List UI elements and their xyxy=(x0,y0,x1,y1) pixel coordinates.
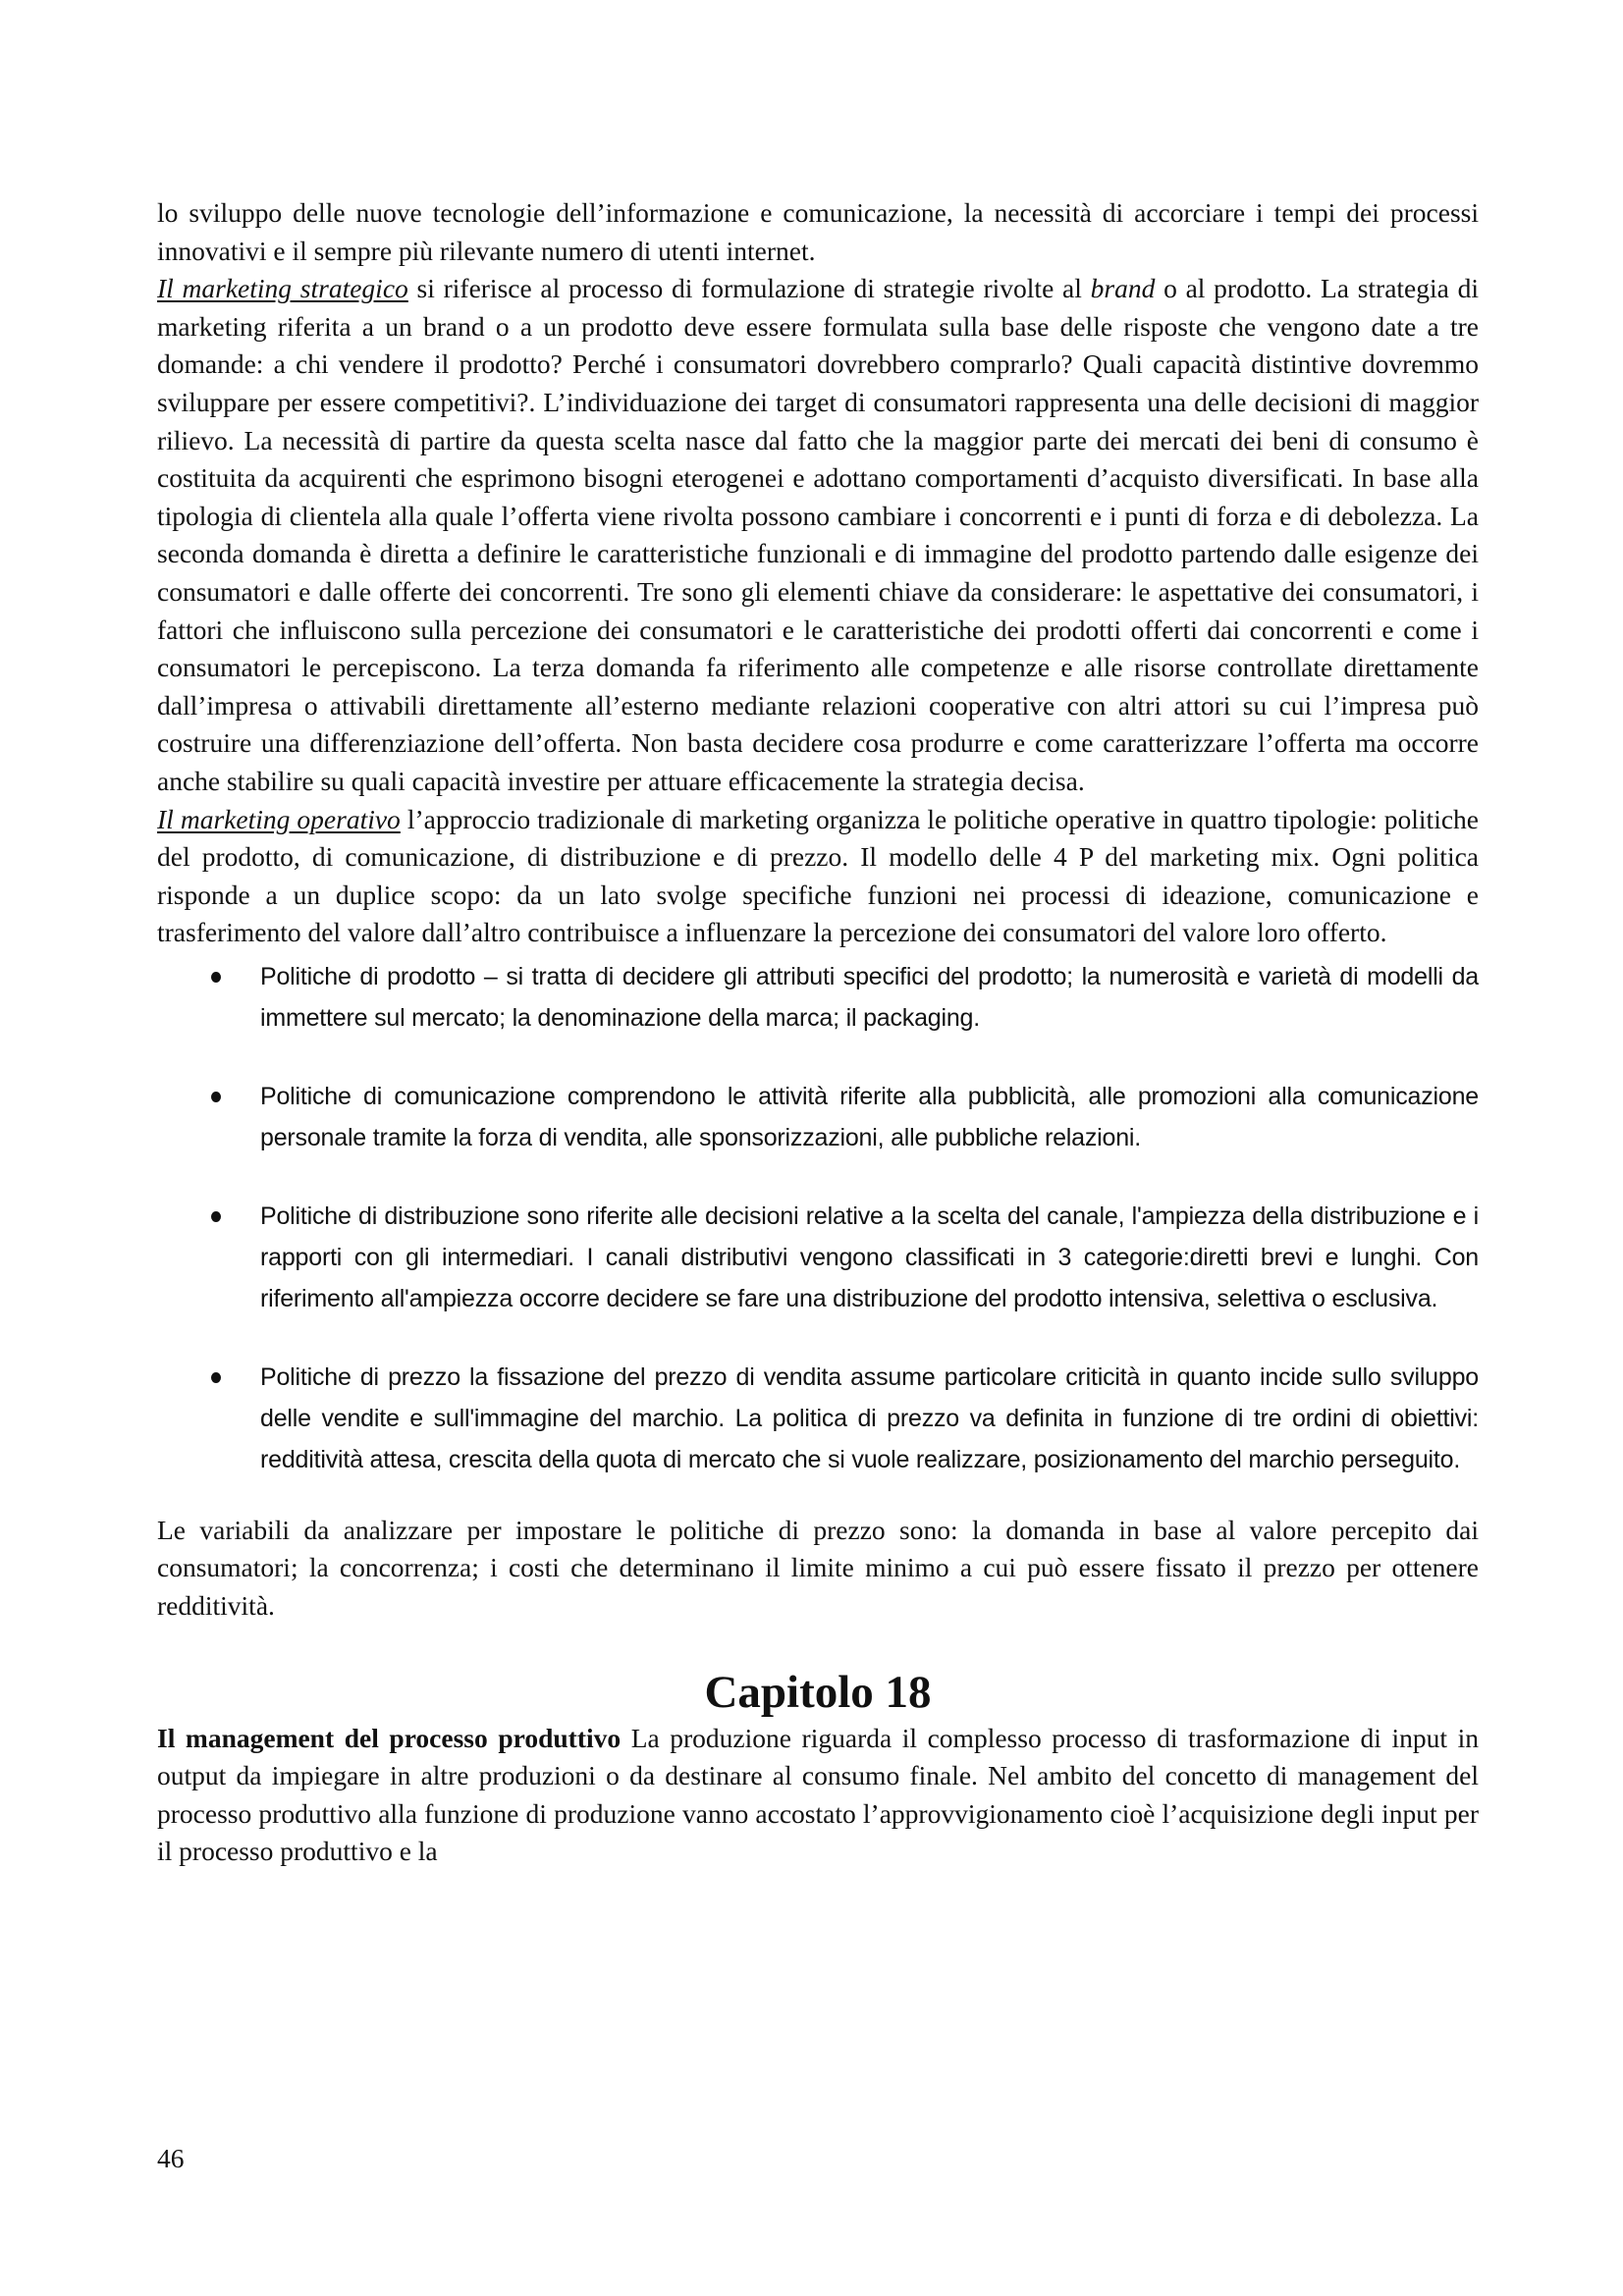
bullet-icon xyxy=(211,972,221,983)
marketing-strategico-heading: Il marketing strategico xyxy=(157,273,408,304)
page-number: 46 xyxy=(157,2143,185,2173)
bullet-icon xyxy=(211,1211,221,1222)
chapter-paragraph xyxy=(157,1720,1479,1871)
strategico-text-a: si riferisce al processo di formulazione di strategie rivolte al xyxy=(407,273,1091,304)
bullet-icon xyxy=(211,1372,221,1383)
document-page xyxy=(157,194,1479,1871)
bullet-item-comunicazione xyxy=(157,1076,1479,1158)
bullet-text: Politiche di prezzo la fissazione del prezzo di vendita assume particolare criticità in quanto incide sullo sviluppo delle vendite e sull'immagine del marchio. La politica di prezzo va definita in funzione di tre ordini di obiettivi: redditività attesa, crescita della quota di mercato che si vuole realizzare, posizionamento del marchio perseguito. xyxy=(260,1362,1479,1473)
bullet-icon xyxy=(211,1092,221,1102)
brand-term: brand xyxy=(1090,273,1156,304)
intro-paragraph: lo sviluppo delle nuove tecnologie dell’informazione e comunicazione, la necessità di accorciare i tempi dei processi innovativi e il sempre più rilevante numero di utenti internet. xyxy=(157,197,1479,266)
strategico-text-b: o al prodotto. La strategia di marketing riferita a un brand o a un prodotto deve essere formulata sulla base delle risposte che vengono date a tre domande: a chi vendere il prodotto? Perché i consumatori dovrebbero comprarlo? Quali capacità distintive dovremmo sviluppare per essere competitivi?. L’individuazione dei target di consumatori rappresenta una delle decisioni di maggior rilievo. La necessità di partire da questa scelta nasce dal fatto che la maggior parte dei mercati dei beni di consumo è costituita da acquirenti che esprimono bisogni eterogenei e adottano comportamenti d’acquisto diversificati. In base alla tipologia di clientela alla quale l’offerta viene rivolta possono cambiare i concorrenti e i punti di forza e di debolezza. La seconda domanda è diretta a definire le caratteristiche funzionali e di immagine del prodotto partendo dalle esigenze dei consumatori e dalle offerte dei concorrenti. Tre sono gli elementi chiave da considerare: le aspettative dei consumatori, i fattori che influiscono sulla percezione dei consumatori e le caratteristiche dei prodotti offerti dai concorrenti e come i consumatori le percepiscono. La terza domanda fa riferimento alle competenze e alle risorse controllate direttamente dall’impresa o attivabili direttamente all’esterno mediante relazioni cooperative con altri attori su cui l’impresa può costruire una differenziazione dell’offerta. Non basta decidere cosa produrre e come caratterizzare l’offerta ma occorre anche stabilire su quali capacità investire per attuare efficacemente la strategia decisa. xyxy=(157,273,1479,796)
variabili-paragraph: Le variabili da analizzare per impostare le politiche di prezzo sono: la domanda in base al valore percepito dai consumatori; la concorrenza; i costi che determinano il limite minimo a cui può essere fissato il prezzo per ottenere redditività. xyxy=(157,1514,1479,1622)
operativo-text: l’approccio tradizionale di marketing organizza le politiche operative in quattro tipologie: politiche del prodotto, di comunicazione, di distribuzione e di prezzo. Il modello delle 4 P del marketing mix. Ogni politica risponde a un duplice scopo: da un lato svolge specifiche funzioni nei processi di ideazione, comunicazione e trasferimento del valore dall’altro contribuisce a influenzare la percezione dei consumatori del valore loro offerto. xyxy=(157,803,1479,948)
bullet-item-prodotto xyxy=(157,956,1479,1039)
marketing-operativo-paragraph xyxy=(157,801,1479,952)
bullet-text: Politiche di distribuzione sono riferite alle decisioni relative a la scelta del canale, l'ampiezza della distribuzione e i rapporti con gli intermediari. I canali distributivi vengono classificati in 3 categorie:diretti brevi e lunghi. Con riferimento all'ampiezza occorre decidere se fare una distribuzione del prodotto intensiva, selettiva o esclusiva. xyxy=(260,1201,1479,1312)
chapter-lead-heading: Il management del processo produttivo xyxy=(157,1722,622,1753)
bullet-text: Politiche di comunicazione comprendono le attività riferite alla pubblicità, alle promozioni alla comunicazione personale tramite la forza di vendita, alle sponsorizzazioni, alle pubbliche relazioni. xyxy=(260,1082,1479,1151)
marketing-operativo-heading: Il marketing operativo xyxy=(157,803,401,834)
bullet-item-prezzo xyxy=(157,1357,1479,1480)
chapter-title: Capitolo 18 xyxy=(704,1666,932,1718)
bullet-item-distribuzione xyxy=(157,1196,1479,1319)
marketing-strategico-paragraph xyxy=(157,270,1479,800)
chapter-text: La produzione riguarda il complesso processo di trasformazione di input in output da impiegare in altre produzioni o da destinare al consumo finale. Nel ambito del concetto di management del processo produttivo alla funzione di produzione vanno accostato l’approvvigionamento cioè l’acquisizione degli input per il processo produttivo e la xyxy=(157,1722,1479,1867)
politiche-bullet-list xyxy=(157,956,1479,1480)
bullet-text: Politiche di prodotto – si tratta di decidere gli attributi specifici del prodotto; la numerosità e varietà di modelli da immettere sul mercato; la denominazione della marca; il packaging. xyxy=(260,962,1479,1032)
